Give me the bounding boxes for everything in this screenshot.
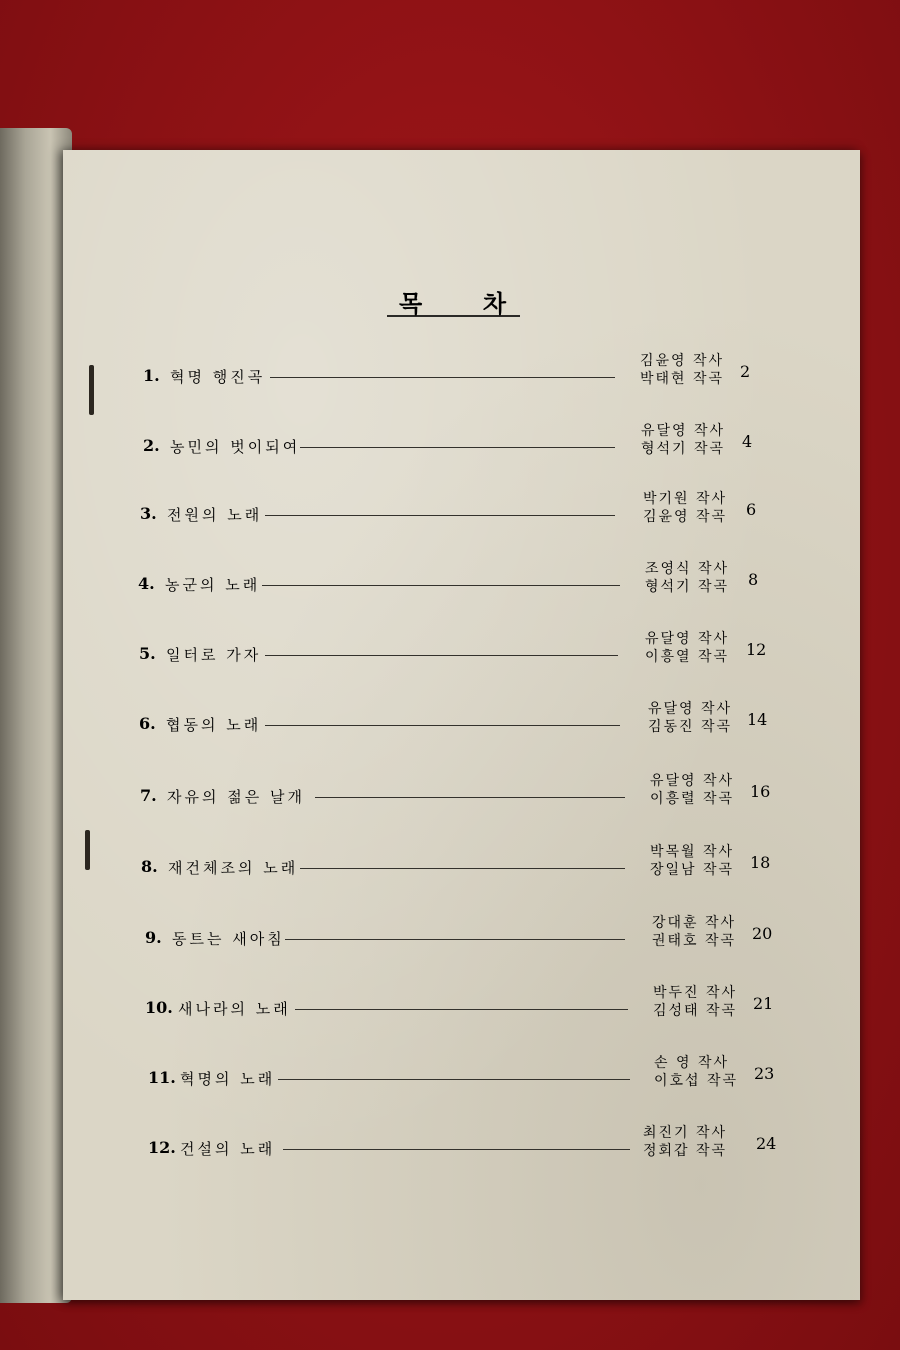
- dotted-leader-line: [300, 447, 615, 448]
- toc-entry: [139, 701, 777, 746]
- entry-number: 12.: [148, 1138, 176, 1157]
- lyricist: 손 영 작사: [654, 1055, 729, 1071]
- song-title: 동트는 새아침: [172, 930, 285, 948]
- dotted-leader-line: [265, 655, 618, 656]
- credits: [645, 630, 729, 666]
- composer: 김성태 작곡: [653, 1003, 738, 1019]
- page-number: 14: [747, 710, 768, 729]
- page-number: 24: [756, 1134, 777, 1153]
- composer: 형석기 작곡: [641, 441, 726, 457]
- toc-entry: [148, 1125, 786, 1170]
- staple-bottom: [85, 830, 90, 870]
- composer: 박태현 작곡: [640, 371, 725, 387]
- lyricist: 최진기 작사: [643, 1125, 728, 1141]
- lyricist: 박두진 작사: [653, 985, 738, 1001]
- composer: 정회갑 작곡: [643, 1143, 728, 1159]
- credits: [643, 1124, 727, 1160]
- song-title: 혁명 행진곡: [170, 368, 266, 386]
- entry-number: 6.: [139, 714, 156, 733]
- song-title: 일터로 가자: [166, 646, 262, 664]
- song-title: 건설의 노래: [180, 1140, 276, 1158]
- composer: 이흥렬 작곡: [650, 791, 735, 807]
- entry-number: 1.: [143, 366, 160, 385]
- song-title: 재건체조의 노래: [168, 859, 299, 877]
- credits: [650, 843, 734, 879]
- dotted-leader-line: [315, 797, 625, 798]
- dotted-leader-line: [265, 515, 615, 516]
- entry-number: 11.: [148, 1068, 176, 1087]
- credits: [641, 422, 725, 458]
- toc-entry: [139, 631, 776, 676]
- song-title: 전원의 노래: [167, 506, 263, 524]
- song-title: 농군의 노래: [165, 576, 261, 594]
- credits: [648, 700, 732, 736]
- entry-number: 7.: [140, 786, 157, 805]
- dotted-leader-line: [278, 1079, 630, 1080]
- lyricist: 유달영 작사: [650, 773, 735, 789]
- page-number: 16: [750, 782, 771, 801]
- page-number: 12: [746, 640, 767, 659]
- toc-entry: [140, 491, 776, 536]
- song-title: 혁명의 노래: [180, 1070, 276, 1088]
- entry-number: 5.: [139, 644, 156, 663]
- page-number: 6: [746, 500, 757, 519]
- credits: [640, 352, 724, 388]
- lyricist: 유달영 작사: [645, 631, 730, 647]
- page-number: 4: [742, 432, 753, 451]
- lyricist: 김윤영 작사: [640, 353, 725, 369]
- facing-page-edge: [0, 128, 72, 1303]
- dotted-leader-line: [283, 1149, 630, 1150]
- credits: [654, 1054, 738, 1090]
- page-number: 20: [752, 924, 773, 943]
- page-number: 18: [750, 853, 771, 872]
- dotted-leader-line: [265, 725, 620, 726]
- song-title: 협동의 노래: [166, 716, 262, 734]
- composer: 김동진 작곡: [648, 719, 733, 735]
- composer: 이호섭 작곡: [654, 1073, 739, 1089]
- credits: [645, 560, 729, 596]
- composer: 형석기 작곡: [645, 579, 730, 595]
- composer: 장일남 작곡: [650, 862, 735, 878]
- entry-number: 8.: [141, 857, 158, 876]
- toc-entry: [140, 773, 780, 818]
- entry-number: 4.: [138, 574, 155, 593]
- dotted-leader-line: [295, 1009, 628, 1010]
- lyricist: 조영식 작사: [645, 561, 730, 577]
- toc-entry: [141, 844, 780, 889]
- credits: [650, 772, 734, 808]
- page-number: 23: [754, 1064, 775, 1083]
- credits: [652, 914, 736, 950]
- dotted-leader-line: [262, 585, 620, 586]
- toc-entry: [143, 353, 770, 398]
- page-number: 2: [740, 362, 751, 381]
- title-right: 차: [482, 288, 508, 318]
- composer: 이흥열 작곡: [645, 649, 730, 665]
- entry-number: 2.: [143, 436, 160, 455]
- lyricist: 박목월 작사: [650, 844, 735, 860]
- dotted-leader-line: [285, 939, 625, 940]
- toc-entry: [138, 561, 778, 606]
- dotted-leader-line: [300, 868, 625, 869]
- toc-entry: [143, 423, 772, 468]
- page-title: [387, 287, 520, 317]
- title-left: 목: [399, 288, 425, 318]
- toc-entry: [148, 1055, 784, 1100]
- song-title: 농민의 벗이되여: [170, 438, 301, 456]
- composer: 김윤영 작곡: [643, 509, 728, 525]
- staple-top: [89, 365, 94, 415]
- lyricist: 강대훈 작사: [652, 915, 737, 931]
- page-number: 21: [753, 994, 774, 1013]
- credits: [653, 984, 737, 1020]
- toc-entry: [145, 915, 782, 960]
- lyricist: 유달영 작사: [641, 423, 726, 439]
- lyricist: 유달영 작사: [648, 701, 733, 717]
- page-number: 8: [748, 570, 759, 589]
- dotted-leader-line: [270, 377, 615, 378]
- entry-number: 10.: [145, 998, 173, 1017]
- song-title: 자유의 젊은 날개: [167, 788, 305, 806]
- entry-number: 3.: [140, 504, 157, 523]
- toc-entry: [145, 985, 783, 1030]
- song-title: 새나라의 노래: [178, 1000, 291, 1018]
- credits: [643, 490, 727, 526]
- lyricist: 박기원 작사: [643, 491, 728, 507]
- entry-number: 9.: [145, 928, 162, 947]
- composer: 권태호 작곡: [652, 933, 737, 949]
